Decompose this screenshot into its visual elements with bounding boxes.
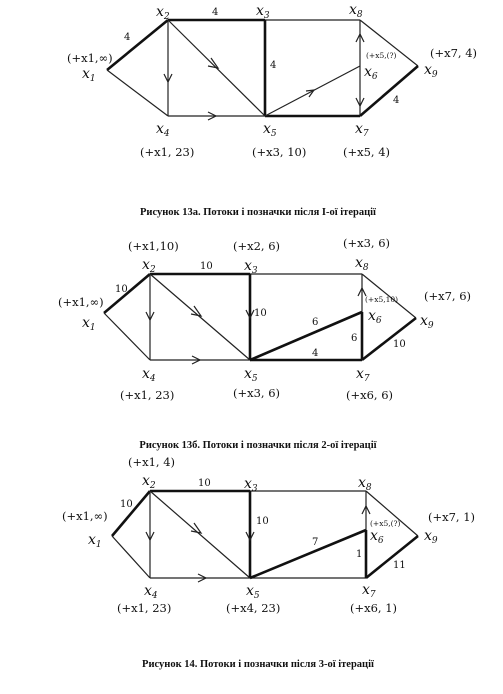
weight-x7-x9: 10 — [393, 339, 406, 350]
label-x4: (+x1, 23) — [140, 145, 195, 159]
edge-x2-x5 — [150, 491, 250, 578]
edge-x1-x4 — [112, 536, 150, 578]
node-x1: $x_1$ — [82, 66, 96, 84]
label-x5: (+x4, 23) — [226, 601, 281, 615]
caption-13b: Рисунок 13б. Потоки і позначки після 2-ої ітерації — [139, 440, 377, 451]
label-x4: (+x1, 23) — [117, 601, 172, 615]
weight-x3-x5: 4 — [270, 60, 277, 71]
label-x3: (+x2, 6) — [233, 239, 281, 253]
node-x5: $x_5$ — [263, 121, 277, 139]
node-x2: $x_2$ — [156, 4, 170, 22]
figure-13b — [58, 236, 471, 451]
edge-x7-x9 — [362, 318, 416, 360]
node-x3: $x_3$ — [244, 258, 258, 276]
node-x7: $x_7$ — [355, 121, 369, 139]
label-x9: (+x7, 4) — [430, 46, 478, 60]
label-x6: (+x5,(?) — [370, 519, 401, 528]
label-x1: (+x1,∞) — [62, 509, 108, 523]
weight-x2-x3: 10 — [200, 261, 213, 272]
node-x6: $x_6$ — [370, 528, 384, 546]
figure-14 — [62, 455, 475, 670]
figure-13a — [67, 2, 477, 218]
node-x9: $x_9$ — [424, 62, 438, 80]
weight-x7-x9: 4 — [393, 95, 400, 106]
label-x6: (+x5,10) — [365, 295, 399, 304]
node-x7: $x_7$ — [356, 366, 370, 384]
node-x2: $x_2$ — [142, 473, 156, 491]
node-x8: $x_8$ — [358, 475, 372, 493]
edge-x1-x2 — [112, 491, 150, 536]
label-x5: (+x3, 6) — [233, 386, 281, 400]
edge-x1-x4 — [104, 313, 150, 360]
weight-x6-x7: 6 — [351, 333, 358, 344]
node-x3: $x_3$ — [256, 3, 270, 21]
node-x9: $x_9$ — [420, 313, 434, 331]
label-x9: (+x7, 1) — [428, 510, 476, 524]
weight-x1-x2: 4 — [124, 32, 131, 43]
weight-x6-x7: 1 — [356, 549, 363, 560]
weight-x1-x2: 10 — [115, 284, 128, 295]
weight-x2-x3: 10 — [198, 478, 211, 489]
label-x1: (+x1,∞) — [67, 51, 113, 65]
weight-x5-x6: 7 — [312, 537, 319, 548]
weight-x5-x7: 4 — [312, 348, 319, 359]
node-x4: $x_4$ — [144, 583, 158, 601]
label-x2: (+x1,10) — [128, 239, 179, 253]
node-x6: $x_6$ — [364, 64, 378, 82]
label-x8: (+x3, 6) — [343, 236, 391, 250]
node-x8: $x_8$ — [349, 2, 363, 20]
label-x2: (+x1, 4) — [128, 455, 176, 469]
edge-x1-x2 — [107, 20, 168, 70]
edge-x1-x4 — [107, 70, 168, 116]
node-x5: $x_5$ — [244, 366, 258, 384]
weight-x3-x5: 10 — [256, 516, 269, 527]
node-x4: $x_4$ — [142, 366, 156, 384]
weight-x7-x9: 11 — [393, 560, 406, 571]
label-x1: (+x1,∞) — [58, 295, 104, 309]
edge-x2-x5 — [150, 274, 250, 360]
weight-x1-x2: 10 — [120, 499, 133, 510]
edge-x5-x6 — [250, 312, 362, 360]
node-x6: $x_6$ — [368, 308, 382, 326]
weight-x3-x5: 10 — [254, 308, 267, 319]
edge-x5-x6 — [250, 530, 366, 578]
node-x2: $x_2$ — [142, 257, 156, 275]
node-x5: $x_5$ — [246, 583, 260, 601]
label-x7: (+x6, 1) — [350, 601, 398, 615]
node-x7: $x_7$ — [362, 582, 376, 600]
caption-14: Рисунок 14. Потоки і позначки після 3-ої ітерації — [142, 659, 374, 670]
node-x3: $x_3$ — [244, 476, 258, 494]
label-x6: (+x5,(?) — [366, 51, 397, 60]
arrow-x2-x5 — [208, 58, 218, 68]
node-x1: $x_1$ — [82, 315, 96, 333]
label-x9: (+x7, 6) — [424, 289, 472, 303]
label-x7: (+x5, 4) — [343, 145, 391, 159]
node-x9: $x_9$ — [424, 528, 438, 546]
weight-x5-x6: 6 — [312, 317, 319, 328]
weight-x2-x3: 4 — [212, 7, 219, 18]
node-x1: $x_1$ — [88, 532, 102, 550]
label-x4: (+x1, 23) — [120, 388, 175, 402]
node-x4: $x_4$ — [156, 121, 170, 139]
label-x7: (+x6, 6) — [346, 388, 394, 402]
node-x8: $x_8$ — [355, 255, 369, 273]
label-x5: (+x3, 10) — [252, 145, 307, 159]
edge-x5-x6 — [265, 66, 360, 116]
caption-13a: Рисунок 13а. Потоки і позначки після І-ої ітерації — [140, 207, 376, 218]
